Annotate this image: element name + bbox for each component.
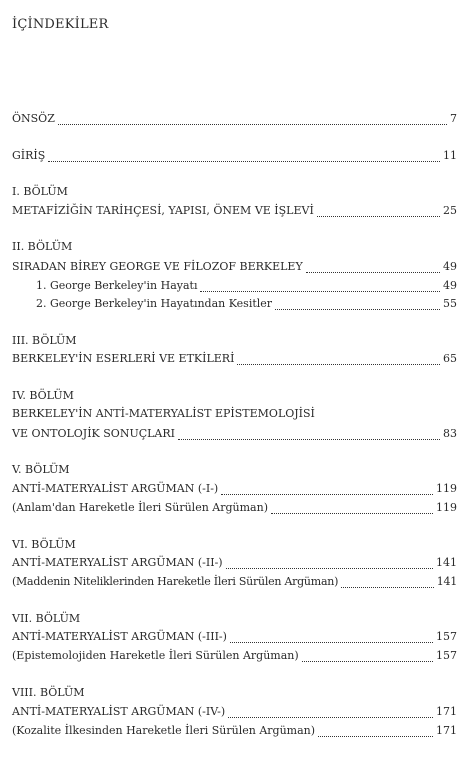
toc-entry-page: 83 bbox=[443, 427, 457, 440]
toc-entry-page: 25 bbox=[443, 204, 457, 217]
toc-subentry-8[interactable] bbox=[12, 723, 457, 739]
toc-entry-title: ÖNSÖZ bbox=[12, 112, 55, 125]
toc-entry-title: 2. George Berkeley'in Hayatından Kesitler bbox=[36, 297, 273, 310]
toc-entry-page: 171 bbox=[436, 724, 457, 737]
toc-entry-bolum-3[interactable] bbox=[12, 351, 457, 367]
toc-entry-title: ANTİ-MATERYALİST ARGÜMAN (-III-) bbox=[12, 630, 227, 643]
toc-entry-title: ANTİ-MATERYALİST ARGÜMAN (-II-) bbox=[12, 556, 223, 569]
section-label-6: VI. BÖLÜM bbox=[12, 538, 76, 551]
toc-entry-page: 7 bbox=[450, 112, 457, 125]
toc-entry-page: 49 bbox=[443, 260, 457, 273]
toc-entry-page: 141 bbox=[436, 575, 457, 588]
dot-leader bbox=[58, 115, 447, 125]
section-label-5: V. BÖLÜM bbox=[12, 463, 70, 476]
toc-entry-title: (Anlam'dan Hareketle İleri Sürülen Argüman) bbox=[12, 501, 268, 514]
toc-subentry-2-1[interactable] bbox=[36, 278, 457, 294]
section-label-4: IV. BÖLÜM bbox=[12, 389, 74, 402]
toc-entry-page: 49 bbox=[443, 279, 457, 292]
toc-entry-page: 65 bbox=[443, 352, 457, 365]
toc-entry-onsoz[interactable] bbox=[12, 111, 457, 127]
toc-entry-title: ANTİ-MATERYALİST ARGÜMAN (-IV-) bbox=[12, 705, 226, 718]
dot-leader bbox=[221, 485, 433, 495]
dot-leader bbox=[178, 430, 440, 440]
dot-leader bbox=[275, 300, 440, 310]
dot-leader bbox=[200, 282, 440, 292]
toc-entry-title: (Kozalite İlkesinden Hareketle İleri Sürülen Argüman) bbox=[12, 724, 316, 737]
dot-leader bbox=[302, 652, 433, 662]
dot-leader bbox=[48, 152, 440, 162]
toc-entry-title: SIRADAN BİREY GEORGE VE FİLOZOF BERKELEY bbox=[12, 260, 303, 273]
toc-entry-title: (Maddenin Niteliklerinden Hareketle İleri Sürülen Argüman) bbox=[12, 575, 339, 588]
toc-entry-bolum-5[interactable] bbox=[12, 481, 457, 497]
toc-subentry-2-2[interactable] bbox=[36, 296, 457, 312]
toc-entry-page: 171 bbox=[436, 705, 457, 718]
toc-entry-page: 157 bbox=[436, 630, 457, 643]
toc-entry-title: GİRİŞ bbox=[12, 149, 46, 162]
toc-entry-title: VE ONTOLOJİK SONUÇLARI bbox=[12, 427, 176, 440]
dot-leader bbox=[341, 578, 434, 588]
dot-leader bbox=[237, 355, 440, 365]
toc-subentry-6[interactable] bbox=[12, 574, 457, 590]
toc-entry-page: 157 bbox=[436, 649, 457, 662]
toc-entry-title: (Epistemolojiden Hareketle İleri Sürülen Argüman) bbox=[12, 649, 299, 662]
section-label-8: VIII. BÖLÜM bbox=[12, 686, 85, 699]
section-label-3: III. BÖLÜM bbox=[12, 334, 77, 347]
toc-entry-page: 141 bbox=[436, 556, 457, 569]
section-label-2: II. BÖLÜM bbox=[12, 240, 73, 253]
dot-leader bbox=[306, 263, 440, 273]
toc-entry-bolum-6[interactable] bbox=[12, 555, 457, 571]
dot-leader bbox=[318, 727, 433, 737]
dot-leader bbox=[228, 708, 433, 718]
toc-subentry-7[interactable] bbox=[12, 648, 457, 664]
toc-entry-bolum-4-line1: BERKELEY'İN ANTİ-MATERYALİST EPİSTEMOLOJİSİ bbox=[12, 407, 315, 420]
dot-leader bbox=[271, 504, 433, 514]
section-label-7: VII. BÖLÜM bbox=[12, 612, 81, 625]
page-title: İÇİNDEKİLER bbox=[12, 17, 109, 32]
toc-entry-title: 1. George Berkeley'in Hayatı bbox=[36, 279, 198, 292]
toc-entry-page: 119 bbox=[436, 501, 457, 514]
toc-entry-giris[interactable] bbox=[12, 148, 457, 164]
toc-entry-title: ANTİ-MATERYALİST ARGÜMAN (-I-) bbox=[12, 482, 219, 495]
toc-entry-bolum-2[interactable] bbox=[12, 259, 457, 275]
section-label-1: I. BÖLÜM bbox=[12, 185, 68, 198]
toc-entry-title: BERKELEY'İN ESERLERİ VE ETKİLERİ bbox=[12, 352, 235, 365]
toc-entry-bolum-4[interactable] bbox=[12, 426, 457, 442]
toc-entry-bolum-7[interactable] bbox=[12, 629, 457, 645]
toc-entry-page: 11 bbox=[443, 149, 457, 162]
toc-entry-title: METAFİZİĞİN TARİHÇESİ, YAPISI, ÖNEM VE İŞLEVİ bbox=[12, 204, 314, 217]
toc-entry-page: 119 bbox=[436, 482, 457, 495]
dot-leader bbox=[226, 559, 433, 569]
toc-entry-page: 55 bbox=[443, 297, 457, 310]
dot-leader bbox=[230, 633, 433, 643]
dot-leader bbox=[317, 207, 440, 217]
toc-subentry-5[interactable] bbox=[12, 500, 457, 516]
toc-entry-bolum-8[interactable] bbox=[12, 704, 457, 720]
toc-entry-bolum-1[interactable] bbox=[12, 203, 457, 219]
